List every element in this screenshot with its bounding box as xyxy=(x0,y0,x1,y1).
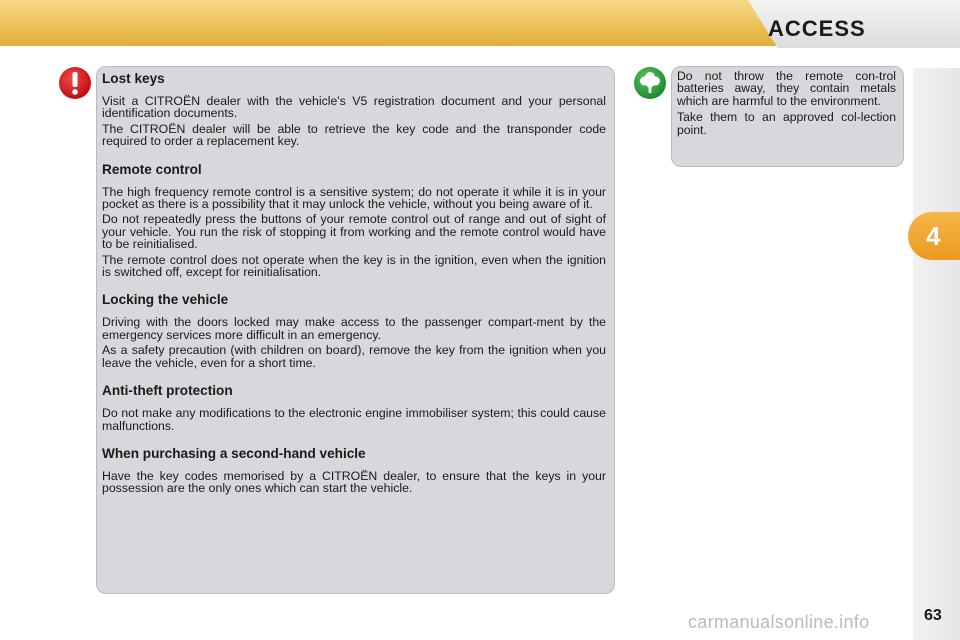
environment-tree-icon xyxy=(633,66,667,100)
paragraph: The high frequency remote control is a sensitive system; do not operate it while it is in your pocket as there is a possibility that it may unlock the vehicle, without you being aware of it. xyxy=(102,184,606,212)
section-heading: Lost keys xyxy=(102,71,165,86)
paragraph: Do not throw the remote con-trol batteries away, they contain metals which are harmful to the environment. xyxy=(677,69,896,108)
page-number: 63 xyxy=(924,607,942,624)
chapter-tab[interactable]: 4 xyxy=(908,212,960,260)
section-second-hand xyxy=(102,446,606,495)
safety-notes-panel xyxy=(96,66,615,594)
side-strip xyxy=(913,68,960,640)
warning-exclamation-icon xyxy=(58,66,92,100)
page-title: ACCESS xyxy=(768,16,866,41)
section-heading: Remote control xyxy=(102,161,202,177)
paragraph: Visit a CITROËN dealer with the vehicle's V5 registration document and your personal identification documents. xyxy=(102,94,606,121)
section-remote-control xyxy=(102,162,606,279)
paragraph: Do not repeatedly press the buttons of your remote control out of range and out of sight of your vehicle. You run the risk of stopping it from working and the remote control would have to be reinitialised. xyxy=(102,212,606,252)
paragraph: The remote control does not operate when the key is in the ignition, even when the ignition is switched off, except for reinitialisation. xyxy=(102,252,606,280)
paragraph: Take them to an approved col-lection point. xyxy=(677,110,896,137)
paragraph: Have the key codes memorised by a CITROËN dealer, to ensure that the keys in your possession are the only ones which can start the vehicle. xyxy=(102,468,606,496)
section-anti-theft xyxy=(102,383,606,432)
environment-note-panel xyxy=(671,66,904,167)
watermark: carmanualsonline.info xyxy=(688,612,870,632)
paragraph: The CITROËN dealer will be able to retrieve the key code and the transponder code required to order a replacement key. xyxy=(102,121,606,149)
section-heading: When purchasing a second-hand vehicle xyxy=(102,445,366,461)
paragraph: Do not make any modifications to the electronic engine immobiliser system; this could cause malfunctions. xyxy=(102,406,606,433)
section-heading: Locking the vehicle xyxy=(102,292,229,308)
section-lost-keys xyxy=(102,71,606,148)
section-locking-vehicle xyxy=(102,292,606,369)
section-heading: Anti-theft protection xyxy=(102,383,233,399)
paragraph: As a safety precaution (with children on board), remove the key from the ignition when you leave the vehicle, even for a short time. xyxy=(102,343,606,370)
paragraph: Driving with the doors locked may make access to the passenger compart-ment by the emergency services more difficult in an emergency. xyxy=(102,315,606,342)
